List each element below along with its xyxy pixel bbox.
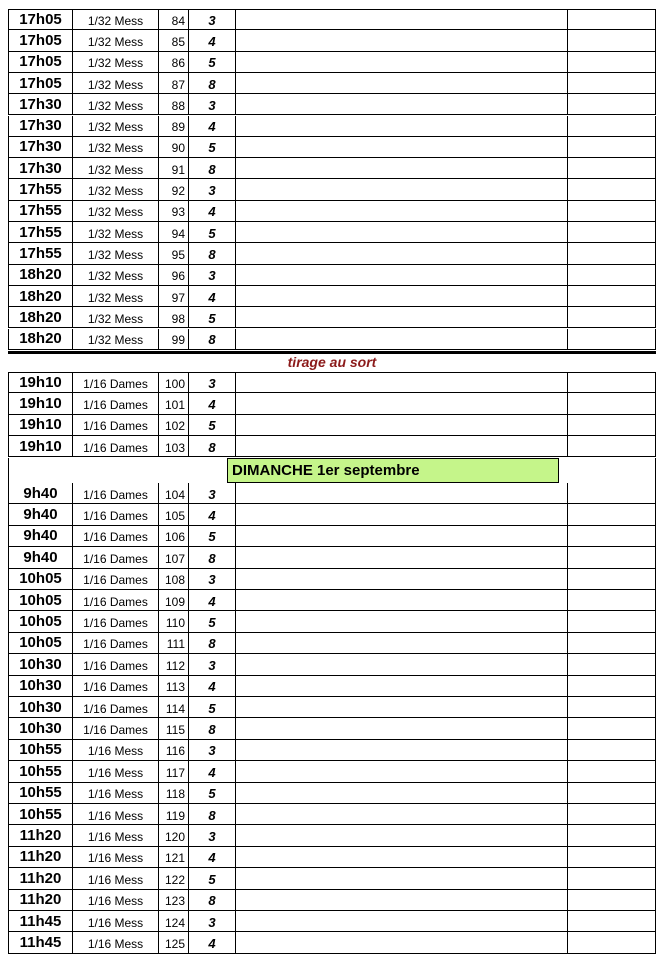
category-cell: 1/32 Mess [72, 179, 158, 199]
match-number-cell: 100 [158, 372, 188, 392]
lane-cell: 8 [188, 329, 235, 349]
match-number-cell: 114 [158, 697, 188, 717]
time-cell: 11h20 [8, 890, 72, 910]
blank-cell-narrow [567, 611, 656, 631]
category-cell: 1/16 Dames [72, 569, 158, 589]
match-number-cell: 119 [158, 804, 188, 824]
time-cell: 11h45 [8, 911, 72, 931]
lane-cell: 4 [188, 286, 235, 306]
blank-cell-wide [235, 825, 567, 845]
table-row [8, 415, 656, 436]
match-number-cell: 85 [158, 30, 188, 50]
time-cell: 17h05 [8, 73, 72, 93]
blank-cell-wide [235, 137, 567, 157]
match-number-cell: 84 [158, 9, 188, 29]
blank-cell-narrow [567, 932, 656, 952]
match-number-cell: 90 [158, 137, 188, 157]
blank-cell-wide [235, 526, 567, 546]
table-row [8, 654, 656, 675]
time-cell: 17h30 [8, 137, 72, 157]
match-number-cell: 106 [158, 526, 188, 546]
match-number-cell: 99 [158, 329, 188, 349]
category-cell: 1/16 Dames [72, 611, 158, 631]
match-number-cell: 118 [158, 783, 188, 803]
table-row [8, 847, 656, 868]
blank-cell-narrow [567, 718, 656, 738]
time-cell: 17h55 [8, 201, 72, 221]
table-row [8, 504, 656, 525]
lane-cell: 3 [188, 179, 235, 199]
match-number-cell: 105 [158, 504, 188, 524]
blank-cell-wide [235, 932, 567, 952]
blank-cell-wide [235, 9, 567, 29]
time-cell: 19h10 [8, 372, 72, 392]
category-cell: 1/16 Dames [72, 393, 158, 413]
time-cell: 19h10 [8, 415, 72, 435]
lane-cell: 4 [188, 590, 235, 610]
category-cell: 1/32 Mess [72, 116, 158, 136]
blank-cell-wide [235, 868, 567, 888]
blank-cell-wide [235, 329, 567, 349]
blank-cell-wide [235, 761, 567, 781]
lane-cell: 5 [188, 697, 235, 717]
time-cell: 17h55 [8, 179, 72, 199]
blank-cell-wide [235, 911, 567, 931]
lane-cell: 4 [188, 504, 235, 524]
match-number-cell: 88 [158, 94, 188, 114]
time-cell: 10h55 [8, 740, 72, 760]
category-cell: 1/16 Mess [72, 932, 158, 952]
blank-cell-narrow [567, 804, 656, 824]
match-number-cell: 93 [158, 201, 188, 221]
table-row [8, 761, 656, 782]
blank-cell-narrow [567, 825, 656, 845]
blank-cell-narrow [567, 483, 656, 503]
match-number-cell: 116 [158, 740, 188, 760]
category-cell: 1/16 Dames [72, 504, 158, 524]
time-cell: 11h20 [8, 868, 72, 888]
time-cell: 17h05 [8, 52, 72, 72]
draw-label: tirage au sort [287, 354, 377, 370]
category-cell: 1/16 Dames [72, 590, 158, 610]
lane-cell: 5 [188, 526, 235, 546]
blank-cell-narrow [567, 265, 656, 285]
blank-cell-narrow [567, 676, 656, 696]
time-cell: 18h20 [8, 265, 72, 285]
table-row [8, 676, 656, 697]
match-number-cell: 89 [158, 116, 188, 136]
lane-cell: 4 [188, 676, 235, 696]
blank-cell-narrow [567, 201, 656, 221]
table-row [8, 526, 656, 547]
blank-cell-wide [235, 243, 567, 263]
time-cell: 19h10 [8, 393, 72, 413]
category-cell: 1/32 Mess [72, 94, 158, 114]
category-cell: 1/16 Dames [72, 436, 158, 456]
blank-cell-wide [235, 436, 567, 456]
blank-cell-wide [235, 718, 567, 738]
table-row [8, 73, 656, 94]
category-cell: 1/16 Dames [72, 372, 158, 392]
time-cell: 17h55 [8, 243, 72, 263]
lane-cell: 5 [188, 307, 235, 327]
blank-cell-narrow [567, 868, 656, 888]
time-cell: 17h30 [8, 94, 72, 114]
blank-cell-wide [235, 116, 567, 136]
match-number-cell: 121 [158, 847, 188, 867]
category-cell: 1/16 Dames [72, 676, 158, 696]
blank-cell-narrow [567, 52, 656, 72]
table-row [8, 116, 656, 137]
category-cell: 1/32 Mess [72, 158, 158, 178]
match-number-cell: 123 [158, 890, 188, 910]
category-cell: 1/16 Dames [72, 633, 158, 653]
time-cell: 9h40 [8, 504, 72, 524]
match-number-cell: 94 [158, 222, 188, 242]
blank-cell-narrow [567, 158, 656, 178]
lane-cell: 5 [188, 868, 235, 888]
category-cell: 1/32 Mess [72, 265, 158, 285]
time-cell: 9h40 [8, 526, 72, 546]
category-cell: 1/16 Mess [72, 911, 158, 931]
blank-cell-wide [235, 504, 567, 524]
category-cell: 1/16 Mess [72, 783, 158, 803]
lane-cell: 3 [188, 740, 235, 760]
category-cell: 1/32 Mess [72, 52, 158, 72]
blank-cell-narrow [567, 116, 656, 136]
lane-cell: 5 [188, 222, 235, 242]
lane-cell: 3 [188, 569, 235, 589]
blank-cell-narrow [567, 286, 656, 306]
blank-cell-wide [235, 783, 567, 803]
blank-cell-wide [235, 179, 567, 199]
table-row [8, 372, 656, 393]
blank-cell-narrow [567, 436, 656, 456]
match-number-cell: 125 [158, 932, 188, 952]
lane-cell: 5 [188, 52, 235, 72]
category-cell: 1/32 Mess [72, 286, 158, 306]
time-cell: 18h20 [8, 329, 72, 349]
time-cell: 17h30 [8, 158, 72, 178]
match-number-cell: 109 [158, 590, 188, 610]
table-row [8, 804, 656, 825]
table-row [8, 697, 656, 718]
blank-cell-wide [235, 201, 567, 221]
time-cell: 10h55 [8, 804, 72, 824]
time-cell: 19h10 [8, 436, 72, 456]
table-row [8, 137, 656, 158]
category-cell: 1/32 Mess [72, 30, 158, 50]
blank-cell-narrow [567, 890, 656, 910]
match-number-cell: 111 [158, 633, 188, 653]
lane-cell: 3 [188, 654, 235, 674]
lane-cell: 8 [188, 804, 235, 824]
time-cell: 10h05 [8, 590, 72, 610]
day-banner: DIMANCHE 1er septembre [227, 458, 559, 483]
table-row [8, 718, 656, 739]
lane-cell: 8 [188, 158, 235, 178]
category-cell: 1/32 Mess [72, 307, 158, 327]
time-cell: 10h05 [8, 569, 72, 589]
time-cell: 18h20 [8, 307, 72, 327]
blank-cell-wide [235, 611, 567, 631]
time-cell: 10h05 [8, 611, 72, 631]
lane-cell: 8 [188, 436, 235, 456]
match-number-cell: 104 [158, 483, 188, 503]
blank-cell-wide [235, 804, 567, 824]
lane-cell: 5 [188, 783, 235, 803]
lane-cell: 8 [188, 547, 235, 567]
lane-cell: 8 [188, 73, 235, 93]
blank-cell-wide [235, 740, 567, 760]
match-number-cell: 91 [158, 158, 188, 178]
blank-cell-narrow [567, 569, 656, 589]
blank-cell-narrow [567, 740, 656, 760]
blank-cell-narrow [567, 94, 656, 114]
time-cell: 17h05 [8, 30, 72, 50]
match-number-cell: 122 [158, 868, 188, 888]
category-cell: 1/32 Mess [72, 73, 158, 93]
match-number-cell: 92 [158, 179, 188, 199]
table-row [8, 932, 656, 953]
blank-cell-narrow [567, 393, 656, 413]
lane-cell: 4 [188, 116, 235, 136]
right-edge-gap [655, 458, 656, 483]
blank-cell-narrow [567, 633, 656, 653]
match-number-cell: 103 [158, 436, 188, 456]
blank-cell-narrow [567, 761, 656, 781]
table-row [8, 30, 656, 51]
time-cell: 9h40 [8, 483, 72, 503]
match-number-cell: 95 [158, 243, 188, 263]
table-row [8, 911, 656, 932]
blank-cell-wide [235, 30, 567, 50]
match-number-cell: 107 [158, 547, 188, 567]
table-row [8, 265, 656, 286]
lane-cell: 3 [188, 911, 235, 931]
table-row [8, 393, 656, 414]
time-cell: 10h30 [8, 676, 72, 696]
table-row [8, 783, 656, 804]
lane-cell: 5 [188, 611, 235, 631]
match-number-cell: 117 [158, 761, 188, 781]
table-row [8, 436, 656, 457]
lane-cell: 8 [188, 890, 235, 910]
blank-cell-wide [235, 633, 567, 653]
blank-cell-narrow [567, 654, 656, 674]
blank-cell-narrow [567, 504, 656, 524]
lane-cell: 4 [188, 30, 235, 50]
time-cell: 10h30 [8, 718, 72, 738]
lane-cell: 5 [188, 415, 235, 435]
blank-cell-wide [235, 890, 567, 910]
lane-cell: 4 [188, 201, 235, 221]
blank-cell-narrow [567, 911, 656, 931]
table-row [8, 243, 656, 264]
category-cell: 1/16 Mess [72, 847, 158, 867]
table-row [8, 179, 656, 200]
lane-cell: 5 [188, 137, 235, 157]
category-cell: 1/16 Dames [72, 526, 158, 546]
category-cell: 1/16 Mess [72, 825, 158, 845]
table-row [8, 201, 656, 222]
blank-cell-narrow [567, 222, 656, 242]
blank-cell-wide [235, 286, 567, 306]
match-number-cell: 108 [158, 569, 188, 589]
match-number-cell: 87 [158, 73, 188, 93]
category-cell: 1/32 Mess [72, 201, 158, 221]
category-cell: 1/32 Mess [72, 137, 158, 157]
blank-cell-wide [235, 847, 567, 867]
table-row [8, 740, 656, 761]
category-cell: 1/16 Mess [72, 740, 158, 760]
category-cell: 1/16 Dames [72, 415, 158, 435]
blank-cell-narrow [567, 179, 656, 199]
blank-cell-wide [235, 222, 567, 242]
match-number-cell: 101 [158, 393, 188, 413]
blank-cell-wide [235, 654, 567, 674]
blank-cell-narrow [567, 73, 656, 93]
match-number-cell: 120 [158, 825, 188, 845]
category-cell: 1/16 Dames [72, 547, 158, 567]
category-cell: 1/32 Mess [72, 222, 158, 242]
lane-cell: 3 [188, 372, 235, 392]
blank-cell-wide [235, 569, 567, 589]
category-cell: 1/16 Mess [72, 804, 158, 824]
blank-cell-narrow [567, 783, 656, 803]
category-cell: 1/16 Mess [72, 890, 158, 910]
blank-cell-narrow [567, 243, 656, 263]
table-row [8, 611, 656, 632]
time-cell: 17h55 [8, 222, 72, 242]
time-cell: 11h20 [8, 847, 72, 867]
time-cell: 10h30 [8, 697, 72, 717]
blank-cell-narrow [567, 329, 656, 349]
category-cell: 1/32 Mess [72, 9, 158, 29]
table-row [8, 329, 656, 350]
category-cell: 1/32 Mess [72, 329, 158, 349]
table-row [8, 590, 656, 611]
category-cell: 1/16 Dames [72, 654, 158, 674]
left-edge-gap [8, 458, 9, 483]
lane-cell: 8 [188, 718, 235, 738]
time-cell: 10h55 [8, 761, 72, 781]
blank-cell-narrow [567, 9, 656, 29]
blank-cell-narrow [567, 137, 656, 157]
blank-cell-narrow [567, 372, 656, 392]
blank-cell-wide [235, 697, 567, 717]
blank-cell-wide [235, 307, 567, 327]
match-number-cell: 115 [158, 718, 188, 738]
blank-cell-narrow [567, 307, 656, 327]
time-cell: 11h20 [8, 825, 72, 845]
time-cell: 10h55 [8, 783, 72, 803]
table-row [8, 890, 656, 911]
lane-cell: 8 [188, 633, 235, 653]
table-row [8, 9, 656, 30]
blank-cell-narrow [567, 697, 656, 717]
match-number-cell: 97 [158, 286, 188, 306]
category-cell: 1/16 Dames [72, 718, 158, 738]
table-row [8, 547, 656, 568]
lane-cell: 4 [188, 761, 235, 781]
blank-cell-narrow [567, 526, 656, 546]
match-number-cell: 113 [158, 676, 188, 696]
lane-cell: 3 [188, 94, 235, 114]
blank-cell-wide [235, 483, 567, 503]
match-number-cell: 102 [158, 415, 188, 435]
blank-cell-narrow [567, 30, 656, 50]
table-row [8, 286, 656, 307]
match-number-cell: 96 [158, 265, 188, 285]
table-row [8, 868, 656, 889]
match-number-cell: 112 [158, 654, 188, 674]
blank-cell-wide [235, 415, 567, 435]
table-row [8, 222, 656, 243]
lane-cell: 4 [188, 847, 235, 867]
blank-cell-wide [235, 676, 567, 696]
table-row [8, 307, 656, 328]
blank-cell-narrow [567, 547, 656, 567]
blank-cell-wide [235, 94, 567, 114]
blank-cell-wide [235, 158, 567, 178]
lane-cell: 3 [188, 265, 235, 285]
table-row [8, 825, 656, 846]
category-cell: 1/32 Mess [72, 243, 158, 263]
blank-cell-narrow [567, 415, 656, 435]
table-row [8, 158, 656, 179]
time-cell: 17h05 [8, 9, 72, 29]
category-cell: 1/16 Mess [72, 761, 158, 781]
lane-cell: 4 [188, 393, 235, 413]
table-row [8, 633, 656, 654]
blank-cell-narrow [567, 590, 656, 610]
lane-cell: 8 [188, 243, 235, 263]
blank-cell-wide [235, 393, 567, 413]
blank-cell-wide [235, 590, 567, 610]
time-cell: 17h30 [8, 116, 72, 136]
time-cell: 11h45 [8, 932, 72, 952]
category-cell: 1/16 Dames [72, 483, 158, 503]
blank-cell-wide [235, 265, 567, 285]
table-row [8, 483, 656, 504]
match-number-cell: 98 [158, 307, 188, 327]
category-cell: 1/16 Dames [72, 697, 158, 717]
table-row [8, 94, 656, 115]
category-cell: 1/16 Mess [72, 868, 158, 888]
blank-cell-wide [235, 372, 567, 392]
match-number-cell: 110 [158, 611, 188, 631]
match-number-cell: 86 [158, 52, 188, 72]
blank-cell-wide [235, 52, 567, 72]
table-row [8, 52, 656, 73]
lane-cell: 3 [188, 825, 235, 845]
match-number-cell: 124 [158, 911, 188, 931]
time-cell: 9h40 [8, 547, 72, 567]
time-cell: 18h20 [8, 286, 72, 306]
time-cell: 10h05 [8, 633, 72, 653]
lane-cell: 3 [188, 9, 235, 29]
time-cell: 10h30 [8, 654, 72, 674]
blank-cell-narrow [567, 847, 656, 867]
lane-cell: 4 [188, 932, 235, 952]
blank-cell-wide [235, 547, 567, 567]
blank-cell-wide [235, 73, 567, 93]
table-row [8, 569, 656, 590]
lane-cell: 3 [188, 483, 235, 503]
